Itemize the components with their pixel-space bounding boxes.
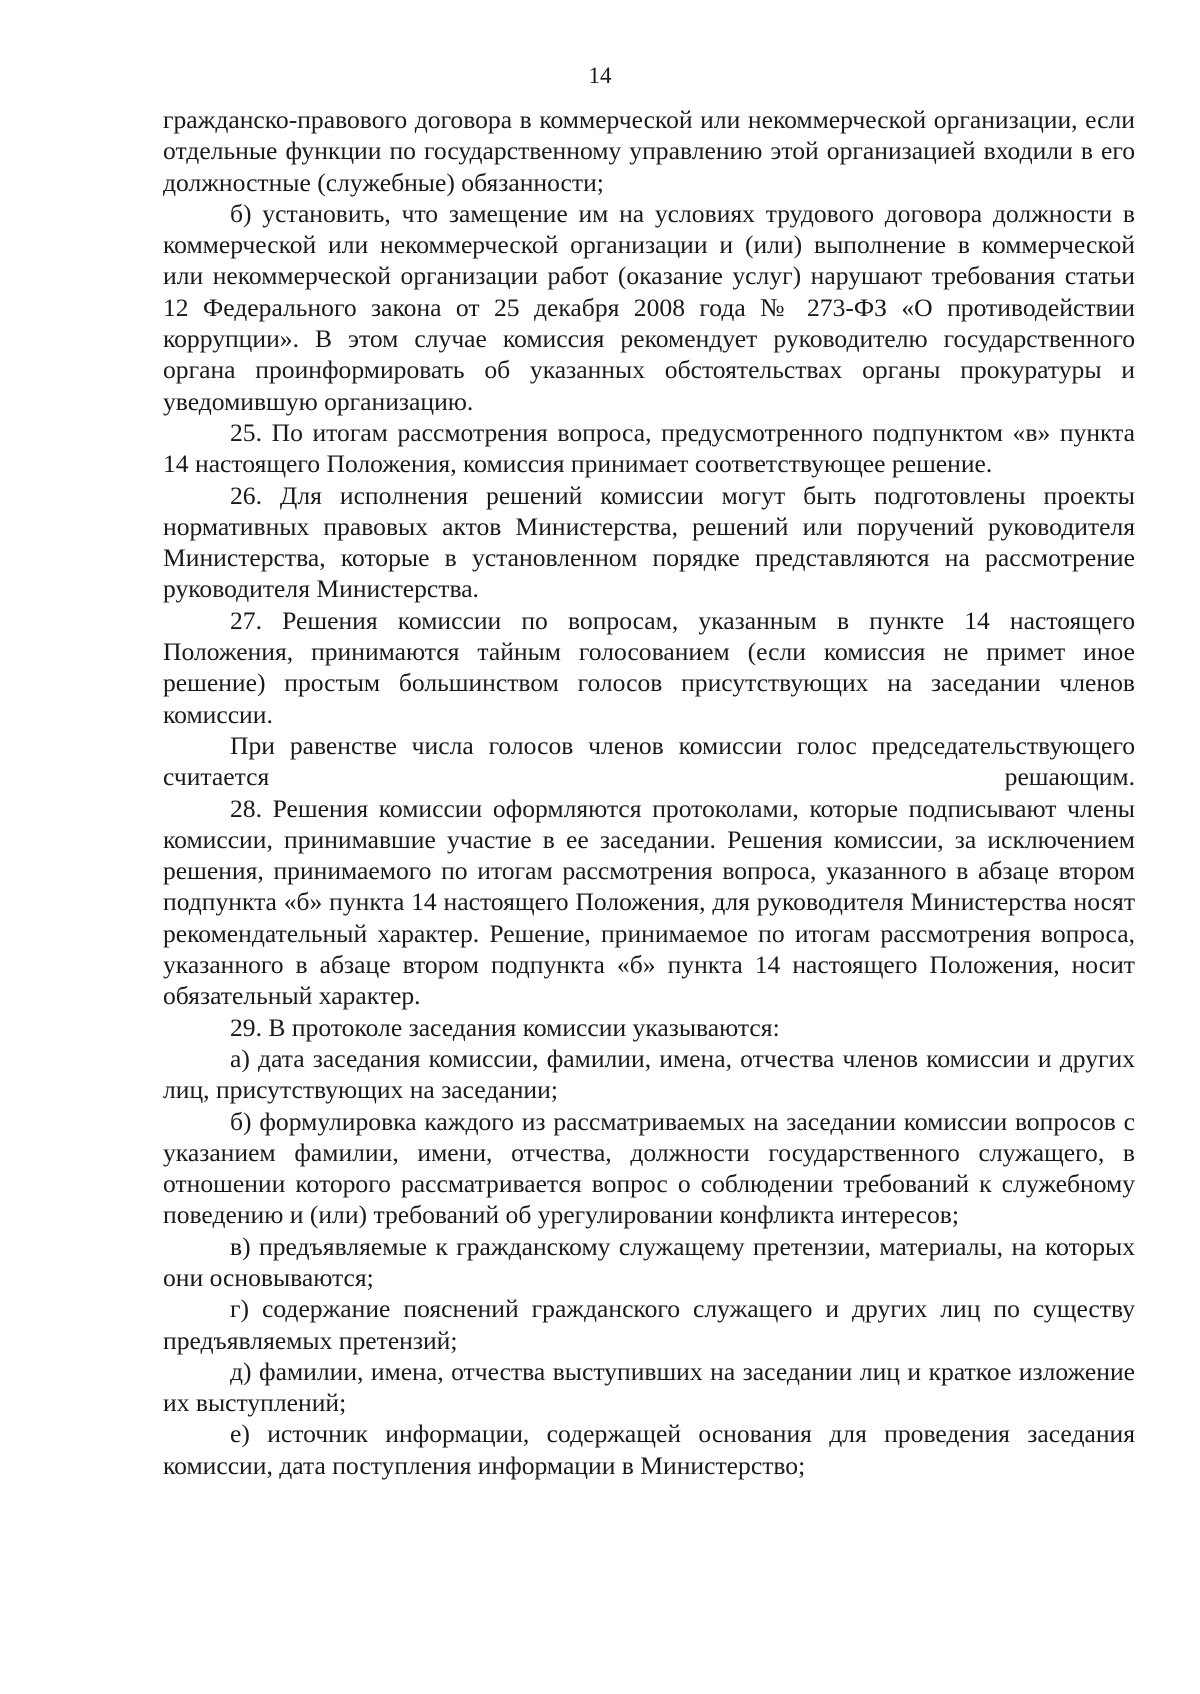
paragraph-27-tie-vote: При равенстве числа голосов членов комиссии голос председательствующего считается решающим. <box>163 730 1135 792</box>
paragraph-27: 27. Решения комиссии по вопросам, указанным в пункте 14 настоящего Положения, принимаются тайным голосованием (если комиссия не примет иное решение) простым большинством голосов присутствующих на заседании членов комиссии. <box>163 605 1135 729</box>
paragraph-29-v: в) предъявляемые к гражданскому служащему претензии, материалы, на которых они основываются; <box>163 1231 1135 1292</box>
paragraph-29-b: б) формулировка каждого из рассматриваемых на заседании комиссии вопросов с указанием фамилии, имени, отчества, должности государственного служащего, в отношении которого рассматривается вопрос о соблюдении требований к служебному поведению и (или) требований об урегулировании конфликта интересов; <box>163 1106 1135 1230</box>
paragraph-25: 25. По итогам рассмотрения вопроса, предусмотренного подпунктом «в» пункта 14 настоящего Положения, комиссия принимает соответствующее решение. <box>163 417 1135 479</box>
paragraph-continuation: гражданско-правового договора в коммерческой или некоммерческой организации, если отдельные функции по государственному управлению этой организацией входили в его должностные (служебные) обязанности; <box>163 105 1135 197</box>
paragraph-29-d: д) фамилии, имена, отчества выступивших на заседании лиц и краткое изложение их выступлений; <box>163 1356 1135 1418</box>
paragraph-subitem-b-24: б) установить, что замещение им на условиях трудового договора должности в коммерческой или некоммерческой организации и (или) выполнение в коммерческой или некоммерческой организации работ (оказание услуг) нарушают требования статьи 12 Федерального закона от 25 декабря 2008 года № 273-ФЗ «О противодействии коррупции». В этом случае комиссия рекомендует руководителю государственного органа проинформировать об указанных обстоятельствах органы прокуратуры и уведомившую организацию. <box>163 198 1135 416</box>
paragraph-29-a: а) дата заседания комиссии, фамилии, имена, отчества членов комиссии и других лиц, присутствующих на заседании; <box>163 1043 1135 1105</box>
page-number: 14 <box>588 63 612 88</box>
paragraph-29-g: г) содержание пояснений гражданского служащего и других лиц по существу предъявляемых претензий; <box>163 1294 1135 1355</box>
paragraph-29-e: е) источник информации, содержащей основания для проведения заседания комиссии, дата поступления информации в Министерство; <box>163 1419 1135 1480</box>
paragraph-26: 26. Для исполнения решений комиссии могут быть подготовлены проекты нормативных правовых актов Министерства, решений или поручений руководителя Министерства, которые в установленном порядке представляются на рассмотрение руководителя Министерства. <box>163 480 1135 604</box>
paragraph-29: 29. В протоколе заседания комиссии указываются: <box>230 1012 780 1042</box>
document-body <box>163 104 1135 1481</box>
paragraph-28: 28. Решения комиссии оформляются протоколами, которые подписывают члены комиссии, принимавшие участие в ее заседании. Решения комиссии, за исключением решения, принимаемого по итогам рассмотрения вопроса, указанного в абзаце втором подпункта «б» пункта 14 настоящего Положения, для руководителя Министерства носят рекомендательный характер. Решение, принимаемое по итогам рассмотрения вопроса, указанного в абзаце втором подпункта «б» пункта 14 настоящего Положения, носит обязательный характер. <box>163 793 1135 1011</box>
